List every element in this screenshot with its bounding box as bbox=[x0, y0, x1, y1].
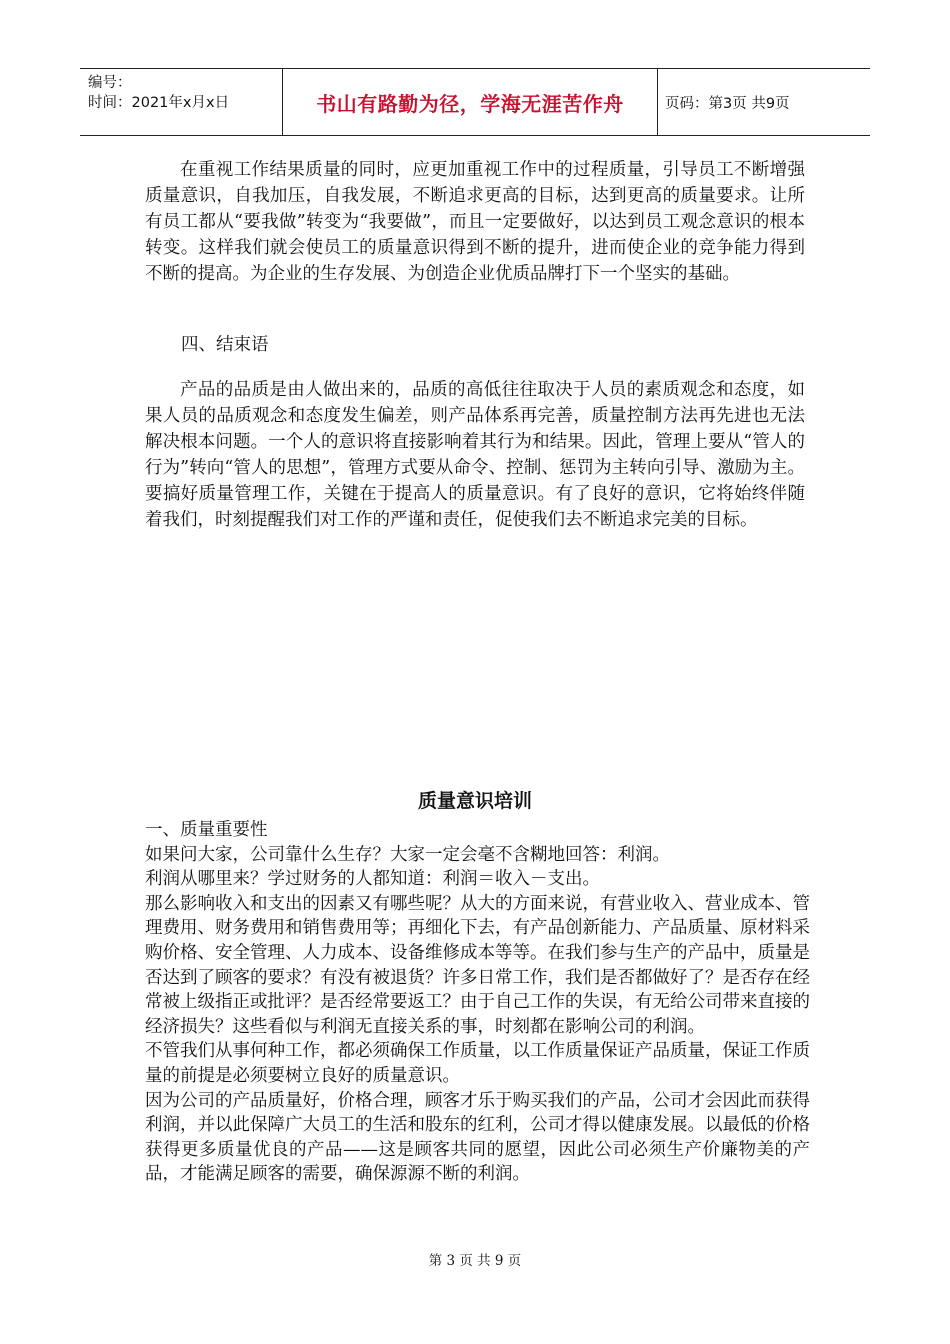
section-heading: 一、质量重要性 bbox=[145, 820, 268, 840]
header-meta bbox=[80, 69, 283, 135]
page-footer: 第 3 页 共 9 页 bbox=[428, 1253, 522, 1269]
header-page-code: 页码：第3页 共9页 bbox=[665, 95, 790, 112]
section-quality-importance bbox=[145, 818, 810, 1187]
section-heading-conclusion: 四、结束语 bbox=[181, 335, 269, 355]
page-header bbox=[80, 68, 870, 136]
document-title: 质量意识培训 bbox=[417, 790, 532, 812]
time-label: 时间：2021年x月x日 bbox=[88, 95, 230, 111]
section-paragraph: 因为公司的产品质量好，价格合理，顾客才乐于购买我们的产品，公司才会因此而获得利润，并以此保障广大员工的生活和股东的红利，公司才得以健康发展。以最低的价格获得更多质量优良的产品——这是顾客共同的愿望，因此公司必须生产价廉物美的产品，才能满足顾客的需要，确保源源不断的利润。 bbox=[145, 1090, 810, 1185]
section-paragraph: 那么影响收入和支出的因素又有哪些呢？从大的方面来说，有营业收入、营业成本、管理费用、财务费用和销售费用等；再细化下去，有产品创新能力、产品质量、原材料采购价格、安全管理、人力成本、设备维修成本等等。在我们参与生产的产品中，质量是否达到了顾客的要求？有没有被退货？许多日常工作，我们是否都做好了？是否存在经常被上级指正或批评？是否经常要返工？由于自己工作的失误，有无给公司带来直接的经济损失？这些看似与利润无直接关系的事，时刻都在影响公司的利润。 bbox=[145, 893, 810, 1037]
section-paragraph: 如果问大家，公司靠什么生存？大家一定会毫不含糊地回答：利润。 bbox=[145, 844, 670, 865]
section-paragraph: 利润从哪里来？学过财务的人都知道：利润＝收入－支出。 bbox=[145, 869, 600, 890]
header-motto-cell bbox=[283, 69, 658, 135]
body-paragraph-2: 产品的品质是由人做出来的，品质的高低往往取决于人员的素质观念和态度，如果人员的品质观念和态度发生偏差，则产品体系再完善，质量控制方法再先进也无法解决根本问题。一个人的意识将直接影响着其行为和结果。因此，管理上要从“管人的行为”转向“管人的思想”，管理方式要从命令、控制、惩罚为主转向引导、激励为主。要搞好质量管理工作，关键在于提高人的质量意识。有了良好的意识，它将始终伴随着我们，时刻提醒我们对工作的严谨和责任，促使我们去不断追求完美的目标。 bbox=[145, 380, 805, 530]
motto: 书山有路勤为径，学海无涯苦作舟 bbox=[316, 91, 624, 116]
section-paragraph: 不管我们从事何种工作，都必须确保工作质量，以工作质量保证产品质量，保证工作质量的前提是必须要树立良好的质量意识。 bbox=[145, 1041, 810, 1086]
body-paragraph-1: 在重视工作结果质量的同时，应更加重视工作中的过程质量，引导员工不断增强质量意识，自我加压，自我发展，不断追求更高的目标，达到更高的质量要求。让所有员工都从“要我做”转变为“我要做”，而且一定要做好，以达到员工观念意识的根本转变。这样我们就会使员工的质量意识得到不断的提升，进而使企业的竞争能力得到不断的提高。为企业的生存发展、为创造企业优质品牌打下一个坚实的基础。 bbox=[145, 160, 805, 284]
number-label: 编号： bbox=[88, 75, 132, 91]
